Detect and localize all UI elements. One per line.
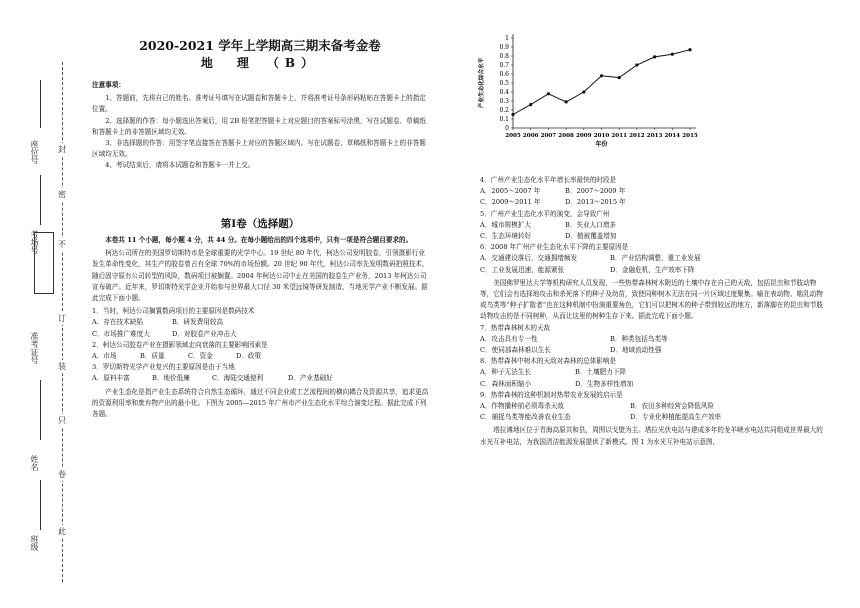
- option: B．土壤肥力下降: [575, 368, 627, 377]
- x-tick-label: 2010: [593, 133, 610, 139]
- seal-char: 不: [58, 240, 66, 249]
- note-item: 1、答题前，先将自己的姓名、准考证号填写在试题卷和答题卡上，并将准考证号条形码粘贴在答题卡上的指定位置。: [92, 94, 426, 114]
- notes-heading: 注意事项：: [92, 81, 125, 89]
- question-options: [480, 265, 825, 276]
- option: D．金融危机，生产效率下降: [610, 265, 695, 274]
- option: D．2013～2015 年: [565, 198, 626, 207]
- note-item: 4、考试结束后，请将本试题卷和答题卡一并上交。: [105, 161, 255, 170]
- data-point: [618, 76, 621, 79]
- question-stem: 4．广州产业生态化水平年增长率最快的时段是: [480, 176, 617, 184]
- question-options: [480, 401, 825, 412]
- option: D．地域流动性强: [610, 346, 662, 355]
- room-label: 考场号: [30, 230, 39, 254]
- question-options: [92, 351, 430, 362]
- y-tick-label: 0.6: [499, 71, 509, 78]
- question-options: [92, 329, 430, 340]
- option: D．植被覆盖增加: [565, 232, 617, 241]
- option: A．作物播种前必须毒杀天敌: [480, 402, 564, 411]
- y-tick-label: 0.1: [499, 116, 509, 123]
- y-tick-label: 0.3: [499, 98, 509, 105]
- data-point: [565, 100, 568, 103]
- note-item: 2、选择题的作答：每小题选出答案后，用 2B 铅笔把答题卡上对应题目的答案标号涂黑，写在试题卷、草稿纸和答题卡上的非答题区域均无效。: [92, 116, 426, 136]
- option: B．种类包括鸟类等: [610, 334, 668, 343]
- y-tick-label: 0.9: [499, 44, 509, 51]
- option: C．海陆交通便利: [212, 374, 264, 383]
- left-content: [92, 235, 430, 420]
- exam-number-box: [34, 232, 54, 294]
- class-underline: [40, 480, 41, 530]
- question-stem: 8．热带森林中树木的天敌对森林的总体影响是: [480, 357, 617, 366]
- right-content: [480, 175, 825, 448]
- section-intro: 本卷共 11 个小题，每小题 4 分，共 44 分。在每小题给出的四个选项中，只有一项是符合题目要求的。: [105, 236, 413, 244]
- x-tick-label: 2012: [629, 133, 645, 139]
- seal-char: 装: [58, 362, 66, 371]
- x-tick-label: 2005: [505, 133, 521, 139]
- y-axis-label: 产业生态化综合水平: [479, 57, 485, 109]
- question-options: [480, 379, 825, 390]
- question-options: [480, 253, 825, 264]
- x-tick-label: 2007: [540, 133, 557, 139]
- x-tick-label: 2014: [664, 133, 681, 139]
- y-tick-label: 0.2: [499, 107, 509, 114]
- data-point: [529, 103, 532, 106]
- option: B．地价低廉: [152, 374, 190, 383]
- x-axis-label: 年份: [595, 141, 608, 148]
- question-options: [480, 367, 825, 378]
- option: B．产业结构调整，重工业发展: [610, 254, 701, 263]
- option: A．城市规模扩大: [480, 220, 531, 229]
- eco-level-line-chart: [475, 30, 705, 155]
- seal-char: 只: [58, 416, 66, 425]
- y-tick-label: 0: [505, 125, 509, 132]
- data-point: [688, 48, 691, 51]
- option: C．2009～2011 年: [480, 198, 541, 207]
- y-tick-label: 0.4: [499, 89, 509, 96]
- passage-2: 产业生态化是指产业生态系统符合自然生态循环，通过不同企业或工艺流程间的横向耦合及资源共享，追求更高的资源利用率和废弃物产出的最小化。下图为 2005—2015 年广州市产业生态化水平综合演变过程。据此完成下列各题。: [92, 387, 429, 419]
- option: A．攻击具有专一性: [480, 334, 538, 343]
- seal-char: 密: [58, 190, 66, 199]
- option: D．专业化种植能提高生产效率: [630, 413, 722, 422]
- data-point: [671, 53, 674, 56]
- option: A．种子无法生长: [480, 368, 531, 377]
- x-tick-label: 2006: [522, 133, 539, 139]
- option: B．研发费用较高: [172, 318, 224, 327]
- question-stem: 2．柯达公司胶卷产业在摄影领域走向衰落的主要影响因素是: [92, 340, 268, 349]
- section-title: 第Ⅰ卷（选择题）: [220, 218, 300, 230]
- question-stem: 3．罗切斯特光学产业复兴的主要原因是由于当地: [92, 363, 235, 372]
- question-options: [480, 412, 825, 423]
- question-options: [480, 334, 825, 345]
- question-options: [480, 231, 825, 242]
- option: D．生物多样性增加: [575, 379, 634, 388]
- passage-1: 柯达公司所在的美国罗切斯特市是全球重要的光学中心。19 世纪 80 年代，柯达公司发明胶卷，引领摄影行业发生革命性变化，其生产的胶卷曾占有全球 70%的市场份额。20 世纪 90 年代，柯达公司率先发明数码拍照技术，随后固守原有公司转型的风险，数码项目被搁置。2004 年柯达公司中止在美国的胶卷生产业务，2013 年柯达公司宣布破产。近年来，罗切斯特光学企业开始参与世界最大口径 30 米望远镜等研发制造，当地光学产业不断发展。据此完成下面小题。: [92, 249, 429, 303]
- x-tick-label: 2015: [682, 133, 698, 139]
- question-stem: 5．广州产业生态化水平的演变，会导致广州: [480, 209, 610, 218]
- question-options: [92, 317, 430, 328]
- option: A．交通建设落后，交通拥堵频发: [480, 254, 578, 263]
- seal-char: 订: [58, 314, 66, 323]
- exam-title: 2020-2021 学年上学期高三期末备考金卷: [139, 38, 381, 53]
- data-point: [653, 55, 656, 58]
- option: C．使同部森林难以生长: [480, 346, 551, 355]
- seal-char: 此: [58, 527, 66, 536]
- option: D．政策: [236, 352, 262, 361]
- class-label: 班级: [30, 535, 39, 551]
- seal-char: 卷: [58, 470, 66, 479]
- question-options: [480, 186, 825, 197]
- exam-number-label: 准考证号: [30, 332, 39, 364]
- y-tick-label: 0.8: [499, 53, 509, 60]
- question-options: [480, 197, 825, 208]
- option: C．市场推广难度大: [92, 329, 150, 338]
- option: B．2007～2009 年: [565, 187, 626, 196]
- question-stem: 7．热带森林树木的天敌: [480, 323, 551, 332]
- option: C．工业发展迅速，能源紧张: [480, 265, 565, 274]
- room-underline: [40, 175, 41, 225]
- binding-margin: [0, 0, 80, 608]
- passage-3: 美国佛罗里达大学等机构研究人员发现，一些热带森林树木附近的土壤中存在自己的天敌，包括昆虫和节肢动物等，它们会有选择地攻击和杀死落下的种子及幼苗，致使同种树木无法在同一片区域过度聚集。喻在表动物、啮乳动物或鸟类等“种子扩散者”也在这种机制中扮演重要角色，它们可以把树木的种子带到较远的地方，新落脚在的昆虫和节肢动物攻击的是不同树种，从而让这里的树种生存下来。据此完成下面小题。: [480, 278, 824, 321]
- data-point: [635, 63, 638, 66]
- note-item: 3、非选择题的作答：用签字笔直接答在答题卡上对应的答题区域内。写在试题卷、草稿纸和答题卡上的非答题区域均无效。: [92, 139, 426, 159]
- option: C．森林面积缩小: [480, 379, 532, 388]
- seal-char: 封: [58, 145, 66, 154]
- seat-label: 座位号: [30, 140, 39, 164]
- series-line: [513, 50, 690, 115]
- notes-block: [92, 80, 430, 172]
- x-tick-label: 2009: [576, 133, 592, 139]
- exam-subject: 地 理 （B）: [200, 56, 320, 70]
- question-stem: 9．热带森林的这种机制对热带农业发展的启示是: [480, 390, 623, 399]
- data-point: [582, 90, 585, 93]
- data-point: [547, 92, 550, 95]
- option: A．原料丰富: [92, 374, 130, 383]
- option: B．质量: [140, 352, 165, 361]
- option: A．市场: [92, 352, 117, 361]
- question-stem: 1．当时，柯达公司搁置数码项目的主要原因是数码技术: [92, 307, 255, 316]
- option: C．生态环境转好: [480, 232, 532, 241]
- option: D．产业基础好: [288, 374, 333, 383]
- y-tick-label: 1: [505, 35, 509, 42]
- option: A．2005～2007 年: [480, 187, 541, 196]
- seat-underline: [40, 80, 41, 128]
- name-underline: [40, 380, 41, 440]
- passage-4: 塔拉滩地区位于青海高原共和县，周围以戈壁为主。塔拉光伏电站与建成多年的龙羊峡水电站共同组成世界最大的水光互补电站，为我国清洁能源发展提供了新模式。图 1 为水光互补电站示意图，: [480, 426, 823, 446]
- question-stem: 6．2008 年广州产业生态化水平下降的主要原因是: [480, 243, 629, 252]
- y-tick-label: 0.7: [499, 62, 509, 69]
- data-point: [600, 74, 603, 77]
- option: D．对胶卷产业冲击大: [172, 329, 237, 338]
- x-tick-label: 2008: [558, 133, 574, 139]
- data-point: [511, 113, 514, 116]
- option: A．存在技术缺陷: [92, 318, 143, 327]
- y-tick-label: 0.5: [499, 80, 509, 87]
- option: C．资金: [188, 352, 213, 361]
- option: B．失业人口增多: [565, 220, 617, 229]
- option: B．农田多种经营会降低风险: [630, 402, 714, 411]
- x-tick-label: 2011: [611, 133, 627, 139]
- question-options: [480, 345, 825, 356]
- name-label: 姓名: [30, 455, 39, 471]
- option: C．捕捉鸟类等能改善农业生态: [480, 413, 571, 422]
- x-tick-label: 2013: [646, 133, 663, 139]
- question-options: [480, 220, 825, 231]
- question-options: [92, 373, 430, 384]
